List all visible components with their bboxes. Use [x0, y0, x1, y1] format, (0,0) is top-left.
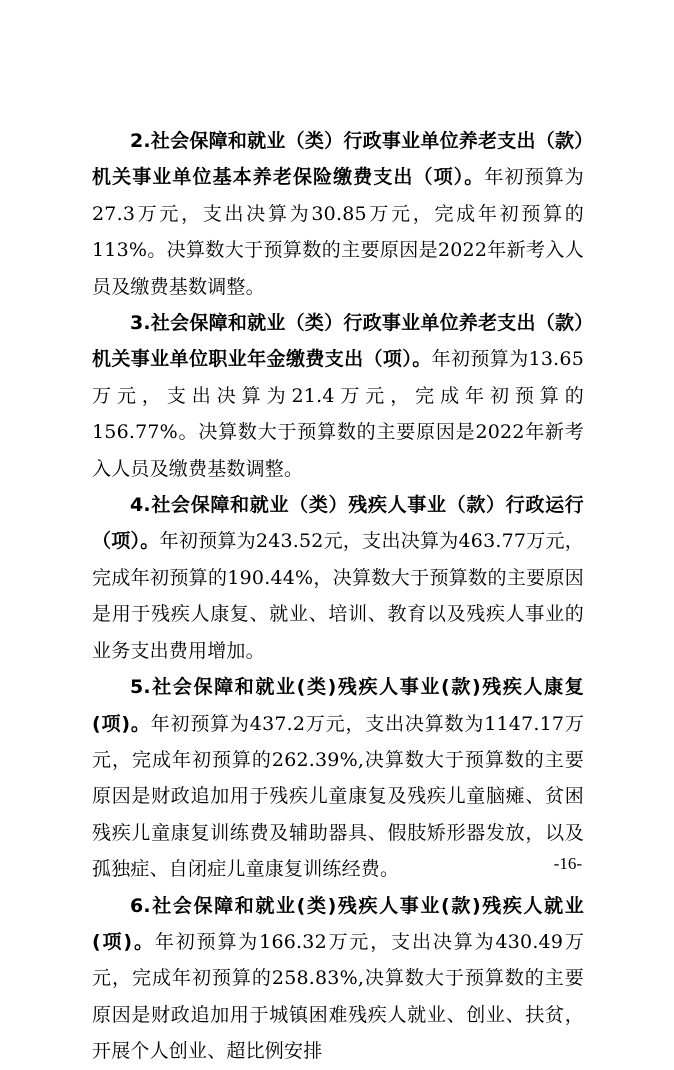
- paragraph-heading: 3.社会保障和就业（类）行政事业单位养老支出（款）机关事业单位职业年金缴费支出（项）。: [92, 312, 584, 371]
- paragraph-text: 年初预算为437.2万元，支出决算数为1147.17万元，完成年初预算的262.39%,决算数大于预算数的主要原因是财政追加用于残疾儿童康复及残疾儿童脑瘫、贫困残疾儿童康复训练费及辅助器具、假肢矫形器发放，以及孤独症、自闭症儿童康复训练经费。: [92, 712, 584, 881]
- page-number: -16-: [553, 854, 582, 873]
- paragraph-heading: 2.社会保障和就业（类）行政事业单位养老支出（款）机关事业单位基本养老保险缴费支出（项）。: [92, 130, 584, 189]
- paragraph-text: 年初预算为13.65万元，支出决算为21.4万元，完成年初预算的156.77%。决算数大于预算数的主要原因是2022年新考入人员及缴费基数调整。: [92, 348, 584, 480]
- paragraph-heading: 6.社会保障和就业(类)残疾人事业(款)残疾人就业(项)。: [92, 894, 584, 953]
- paragraph-item-3: [92, 305, 584, 487]
- paragraph-text: 年初预算为27.3万元，支出决算为30.85万元，完成年初预算的113%。决算数大于预算数的主要原因是2022年新考入人员及缴费基数调整。: [92, 166, 584, 298]
- body-text: [92, 123, 584, 1070]
- paragraph-item-4: [92, 487, 584, 669]
- paragraph-heading: 4.社会保障和就业（类）残疾人事业（款）行政运行（项）。: [92, 494, 584, 553]
- paragraph-item-6: [92, 888, 584, 1070]
- paragraph-heading: 5.社会保障和就业(类)残疾人事业(款)残疾人康复(项)。: [92, 676, 584, 735]
- paragraph-item-2: [92, 123, 584, 305]
- paragraph-text: 年初预算为166.32万元，支出决算为430.49万元，完成年初预算的258.83%,决算数大于预算数的主要原因是财政追加用于城镇困难残疾人就业、创业、扶贫，开展个人创业、超比例安排: [92, 930, 584, 1063]
- paragraph-item-5: [92, 669, 584, 887]
- paragraph-text: 年初预算为243.52元，支出决算为463.77万元，完成年初预算的190.44%，决算数大于预算数的主要原因是用于残疾人康复、就业、培训、教育以及残疾人事业的业务支出费用增加。: [92, 530, 584, 662]
